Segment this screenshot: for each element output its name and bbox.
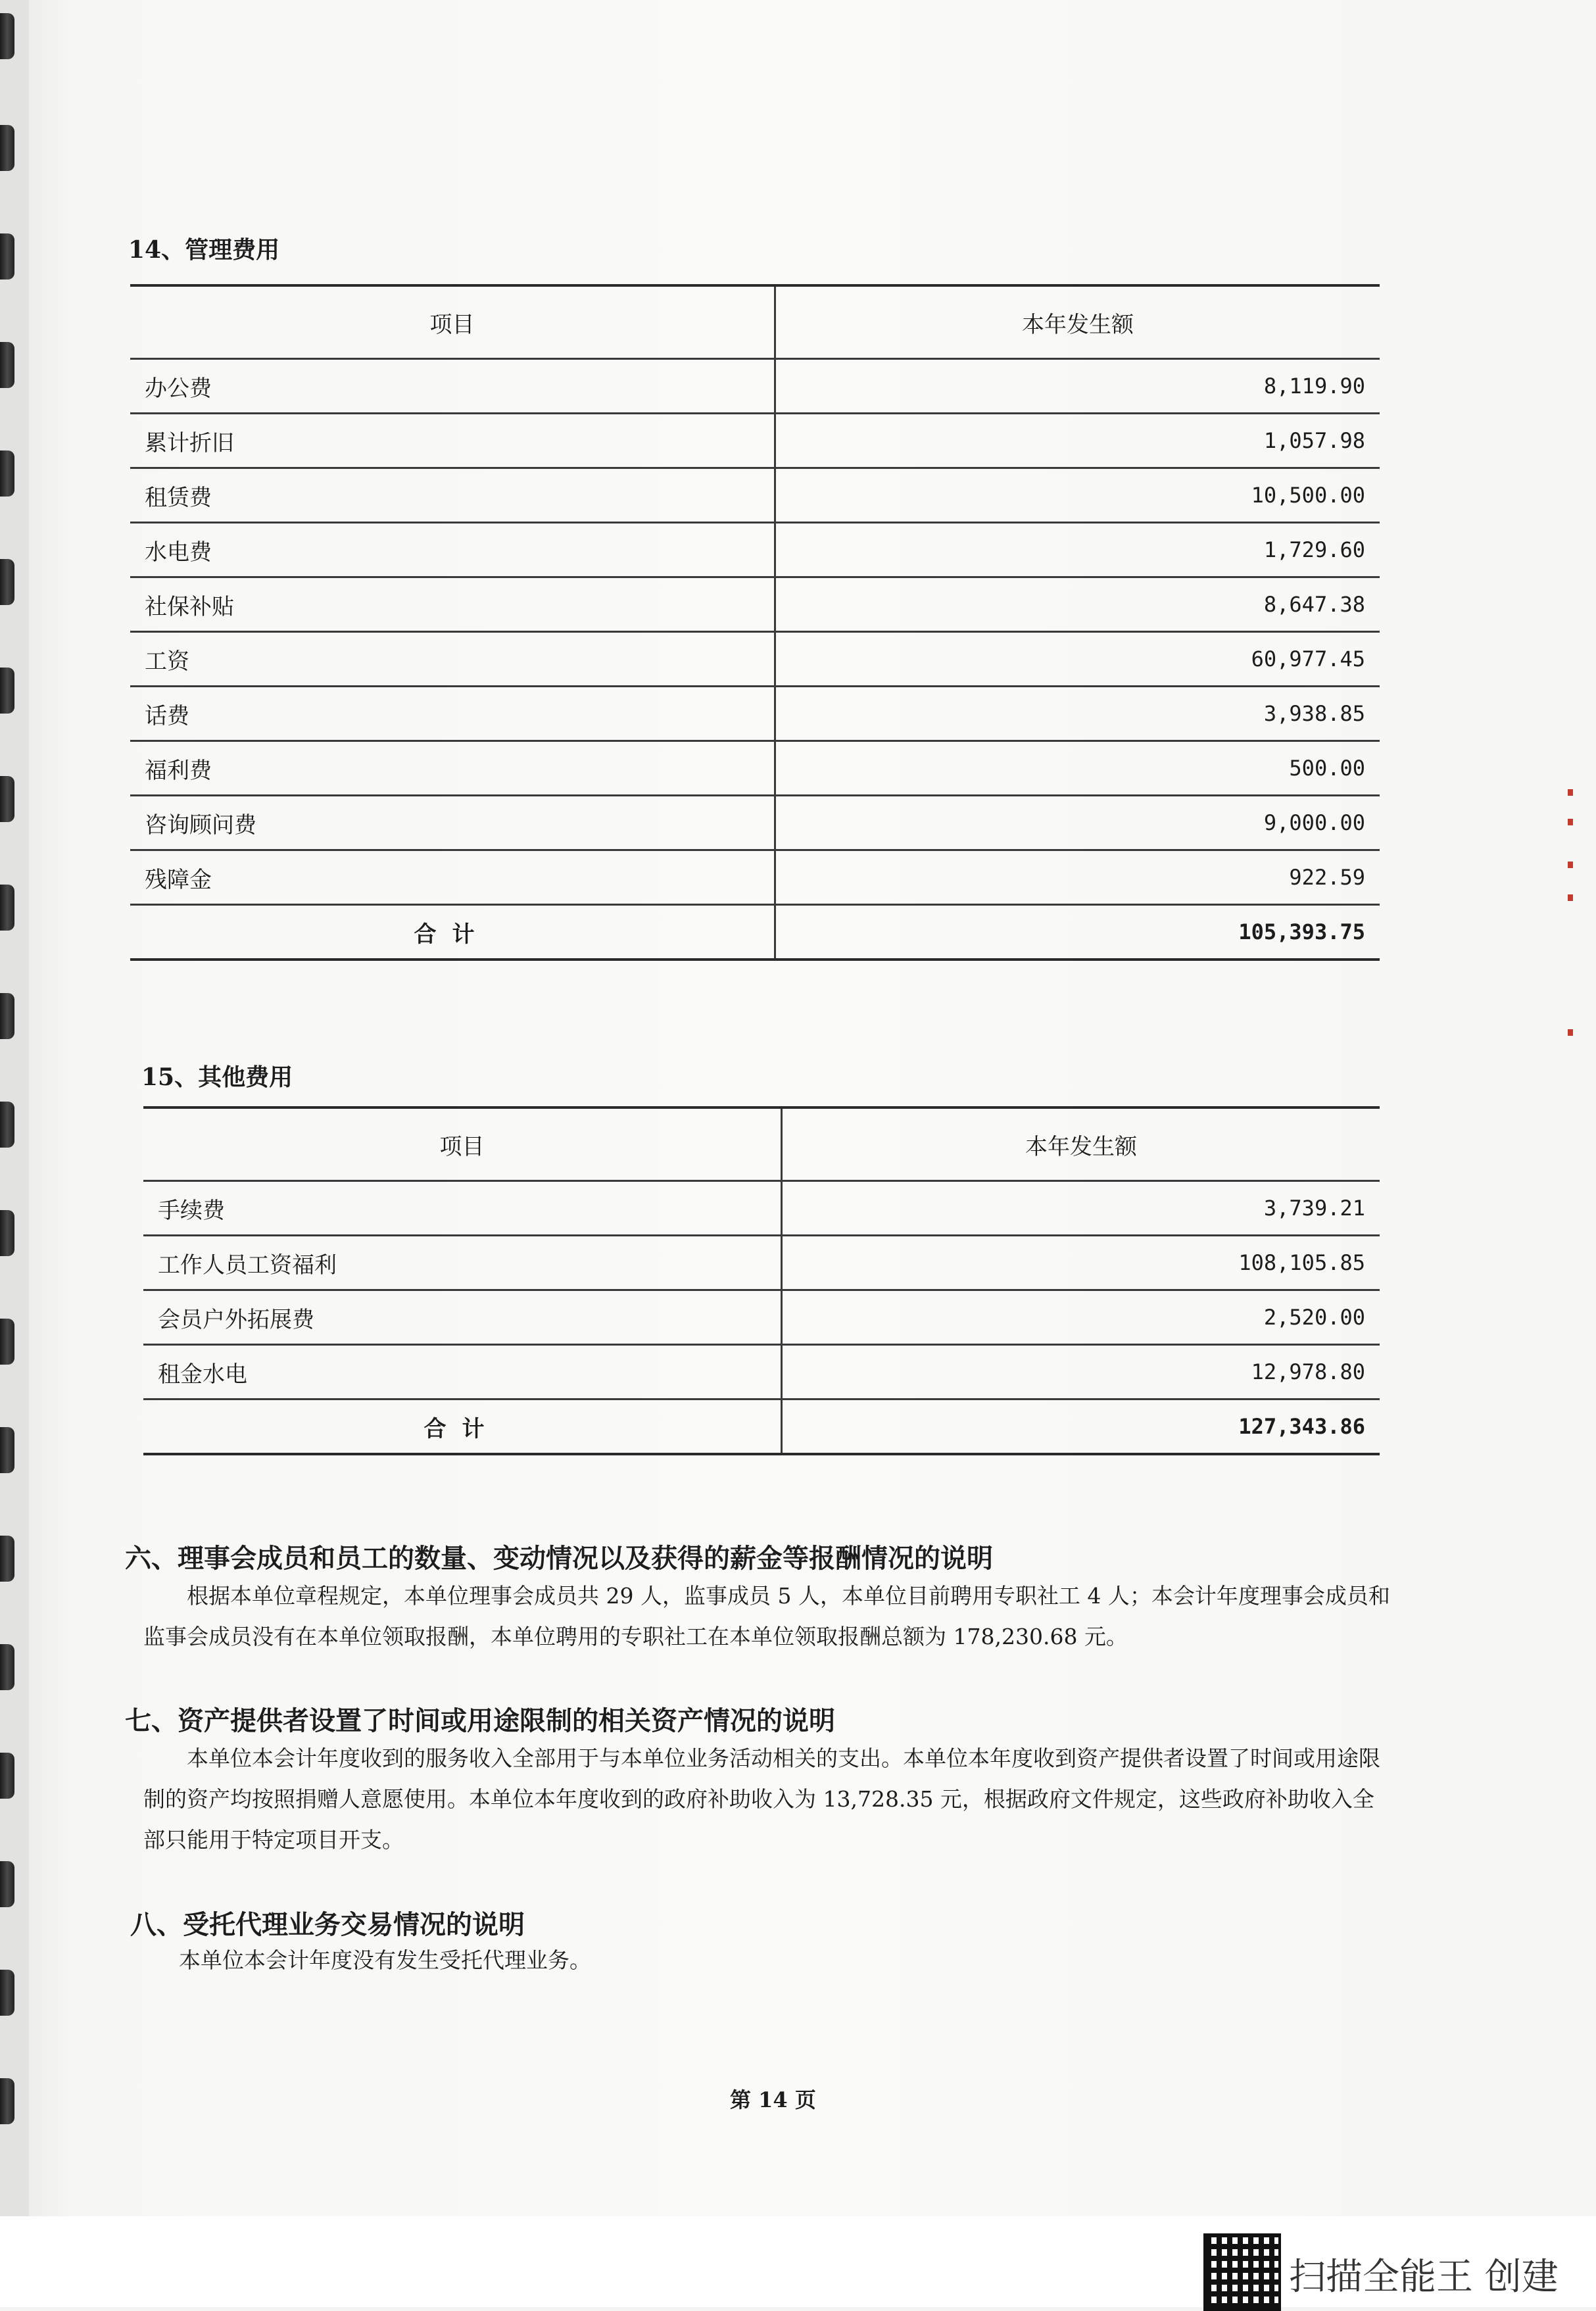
edge-mark — [1568, 819, 1573, 825]
row-item: 工资 — [130, 632, 775, 687]
row-item: 办公费 — [130, 359, 775, 414]
row-item: 残障金 — [130, 850, 775, 905]
row-amount: 500.00 — [775, 741, 1380, 796]
row-item: 话费 — [130, 687, 775, 741]
edge-mark — [1568, 1029, 1573, 1036]
row-amount: 922.59 — [775, 850, 1380, 905]
total-label: 合计 — [130, 905, 775, 960]
row-amount: 3,938.85 — [775, 687, 1380, 741]
binding-ring — [0, 1210, 14, 1256]
row-item: 福利费 — [130, 741, 775, 796]
column-header-amount: 本年发生额 — [775, 285, 1380, 359]
spiral-binding — [0, 0, 29, 2216]
row-amount: 108,105.85 — [782, 1236, 1380, 1290]
row-item: 社保补贴 — [130, 577, 775, 632]
row-amount: 10,500.00 — [775, 468, 1380, 523]
row-item: 累计折旧 — [130, 414, 775, 468]
row-amount: 2,520.00 — [782, 1290, 1380, 1345]
edge-mark — [1568, 894, 1573, 901]
scanner-watermark: 扫描全能王 创建 — [1289, 2256, 1559, 2299]
binding-ring — [0, 776, 14, 822]
binding-ring — [0, 1644, 14, 1690]
row-item: 会员户外拓展费 — [143, 1290, 782, 1345]
binding-ring — [0, 125, 14, 171]
binding-ring — [0, 1753, 14, 1799]
table-total-row — [143, 1399, 1380, 1455]
section-7-title: 七、资产提供者设置了时间或用途限制的相关资产情况的说明 — [125, 1705, 835, 1736]
row-item: 水电费 — [130, 523, 775, 577]
row-amount: 9,000.00 — [775, 796, 1380, 850]
column-header-item: 项目 — [130, 285, 775, 359]
binding-ring — [0, 668, 14, 714]
row-amount: 8,647.38 — [775, 577, 1380, 632]
row-amount: 60,977.45 — [775, 632, 1380, 687]
table-row — [130, 359, 1380, 414]
binding-ring — [0, 559, 14, 605]
section-6-title: 六、理事会成员和员工的数量、变动情况以及获得的薪金等报酬情况的说明 — [125, 1543, 993, 1574]
binding-ring — [0, 2078, 14, 2124]
table-row — [130, 850, 1380, 905]
binding-ring — [0, 342, 14, 388]
row-item: 咨询顾问费 — [130, 796, 775, 850]
table-body — [143, 1181, 1380, 1399]
row-item: 工作人员工资福利 — [143, 1236, 782, 1290]
table-row — [130, 687, 1380, 741]
page-number: 第 14 页 — [730, 2087, 816, 2112]
table-row — [143, 1236, 1380, 1290]
table-row — [130, 523, 1380, 577]
section-15-heading: 15、其他费用 — [141, 1063, 293, 1091]
table-row — [130, 577, 1380, 632]
binding-ring — [0, 1102, 14, 1148]
row-item: 租金水电 — [143, 1345, 782, 1399]
binding-ring — [0, 993, 14, 1039]
table-header-row — [130, 285, 1380, 359]
binding-ring — [0, 885, 14, 931]
column-header-item: 项目 — [143, 1107, 782, 1181]
edge-mark — [1568, 862, 1573, 868]
binding-ring — [0, 1536, 14, 1582]
row-amount: 1,057.98 — [775, 414, 1380, 468]
column-header-amount: 本年发生额 — [782, 1107, 1380, 1181]
section-8-text: 本单位本会计年度没有发生受托代理业务。 — [179, 1947, 591, 1973]
row-item: 手续费 — [143, 1181, 782, 1236]
binding-ring — [0, 450, 14, 497]
table-total-row — [130, 905, 1380, 960]
binding-ring — [0, 233, 14, 280]
binding-ring — [0, 1319, 14, 1365]
section-14-heading: 14、管理费用 — [128, 236, 280, 264]
table-row — [143, 1345, 1380, 1399]
table-row — [130, 632, 1380, 687]
section-7-text: 本单位本会计年度收到的服务收入全部用于与本单位业务活动相关的支出。本单位本年度收到资产提供者设置了时间或用途限制的资产均按照捐赠人意愿使用。本单位本年度收到的政府补助收入为 13,728.35 元，根据政府文件规定，这些政府补助收入全部只能用于特定项目开支。 — [143, 1745, 1380, 1853]
section-6-text: 根据本单位章程规定，本单位理事会成员共 29 人，监事成员 5 人，本单位目前聘用专职社工 4 人；本会计年度理事会成员和监事会成员没有在本单位领取报酬，本单位聘用的专职社工在本单位领取报酬总额为 178,230.68 元。 — [143, 1583, 1390, 1649]
management-expenses-table — [130, 284, 1380, 961]
table-row — [130, 741, 1380, 796]
row-amount: 1,729.60 — [775, 523, 1380, 577]
binding-ring — [0, 1861, 14, 1907]
row-item: 租赁费 — [130, 468, 775, 523]
binding-ring — [0, 1427, 14, 1473]
binding-ring — [0, 1970, 14, 2016]
section-8-title: 八、受托代理业务交易情况的说明 — [130, 1909, 525, 1940]
edge-mark — [1568, 789, 1573, 796]
table-body — [130, 359, 1380, 905]
other-expenses-table — [143, 1106, 1380, 1455]
table-row — [130, 468, 1380, 523]
total-amount: 127,343.86 — [782, 1399, 1380, 1455]
row-amount: 8,119.90 — [775, 359, 1380, 414]
table-row — [143, 1290, 1380, 1345]
table-row — [143, 1181, 1380, 1236]
table-row — [130, 414, 1380, 468]
total-label: 合计 — [143, 1399, 782, 1455]
table-row — [130, 796, 1380, 850]
qr-code-icon — [1203, 2233, 1281, 2311]
row-amount: 12,978.80 — [782, 1345, 1380, 1399]
table-header-row — [143, 1107, 1380, 1181]
total-amount: 105,393.75 — [775, 905, 1380, 960]
binding-ring — [0, 13, 14, 59]
row-amount: 3,739.21 — [782, 1181, 1380, 1236]
